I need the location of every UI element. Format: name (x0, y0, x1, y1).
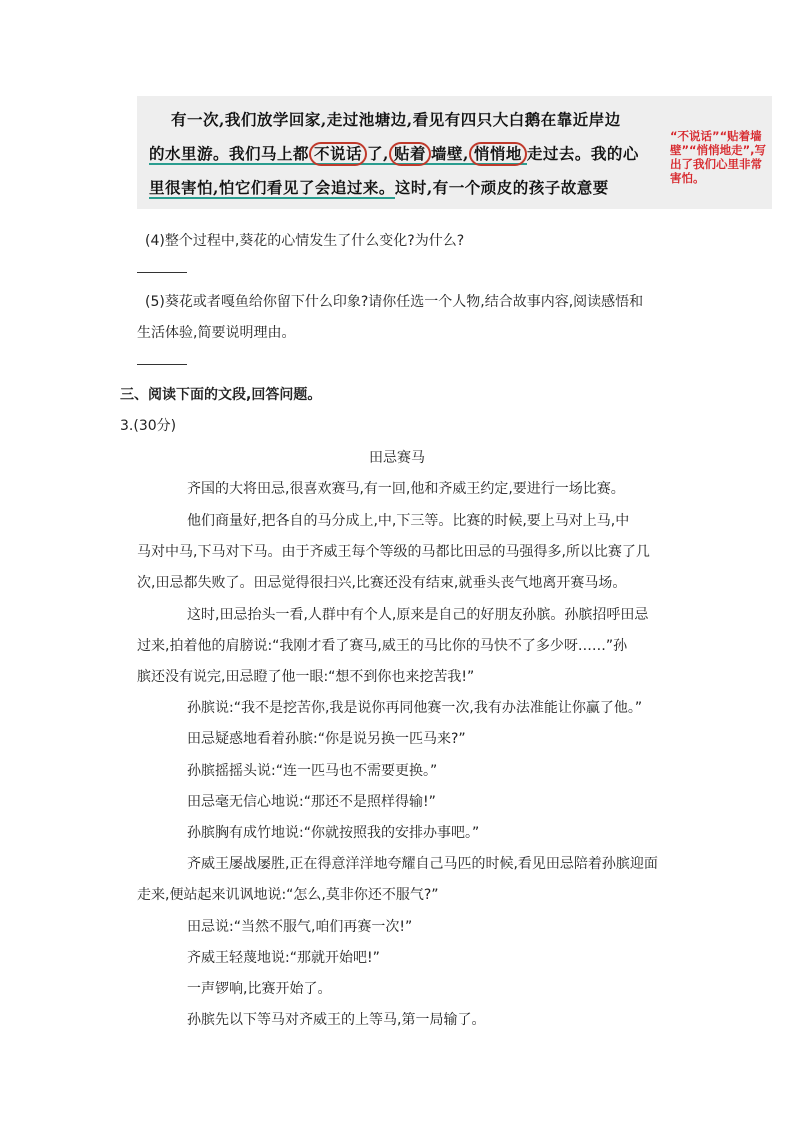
passage-line: 膑还没有说完,田忌瞪了他一眼:“想不到你也来挖苦我!” (137, 669, 475, 685)
question-5-line-2: 生活体验,简要说明理由。 (137, 325, 296, 341)
passage-line: 田忌说:“当然不服气,咱们再赛一次!” (187, 919, 413, 935)
excerpt-image (137, 96, 772, 209)
section-heading: 三、阅读下面的文段,回答问题。 (120, 387, 322, 403)
passage-line: 田忌疑惑地看着孙膑:“你是说另换一匹马来?” (187, 731, 466, 747)
passage-line: 次,田忌都失败了。田忌觉得很扫兴,比赛还没有结束,就垂头丧气地离开赛马场。 (137, 575, 627, 591)
passage-line: 孙膑说:“我不是挖苦你,我是说你再同他赛一次,我有办法准能让你赢了他。” (187, 700, 643, 716)
underlined-phrase: 的水里游。我们马上都 不说话 了, 贴着 墙壁, 悄悄地 (149, 144, 527, 165)
answer-blank-5[interactable] (137, 364, 187, 365)
passage-line: 马对中马,下马对下马。由于齐威王每个等级的马都比田忌的马强得多,所以比赛了几 (137, 544, 650, 560)
excerpt-line-3: 里很害怕,怕它们看见了会追过来。这时,有一个顽皮的孩子故意要 (149, 178, 609, 197)
question-number: 3.(30分) (120, 418, 177, 434)
passage-line: 一声锣响,比赛开始了。 (187, 981, 332, 997)
circled-word-1: 不说话 (309, 142, 367, 166)
circled-word-2: 贴着 (389, 142, 431, 166)
excerpt-line-1: 有一次,我们放学回家,走过池塘边,看见有四只大白鹅在靠近岸边 (171, 110, 621, 129)
passage-line: 过来,拍着他的肩膀说:“我刚才看了赛马,威王的马比你的马快不了多少呀……”孙 (137, 638, 628, 654)
passage-title: 田忌赛马 (369, 450, 425, 466)
excerpt-line-2: 的水里游。我们马上都 不说话 了, 贴着 墙壁, 悄悄地 走过去。我的心 (149, 142, 639, 166)
passage-line: 这时,田忌抬头一看,人群中有个人,原来是自己的好朋友孙膑。孙膑招呼田忌 (187, 607, 649, 623)
question-4: (4)整个过程中,葵花的心情发生了什么变化?为什么? (145, 233, 465, 249)
passage-line: 孙膑先以下等马对齐威王的上等马,第一局输了。 (187, 1012, 486, 1028)
passage-line: 孙膑胸有成竹地说:“你就按照我的安排办事吧。” (187, 825, 480, 841)
annotation-note: “不说话”“贴着墙壁”“悄悄地走”,写出了我们心里非常害怕。 (670, 129, 767, 185)
answer-blank-4[interactable] (137, 272, 187, 273)
passage-line: 走来,便站起来讥讽地说:“怎么,莫非你还不服气?” (137, 887, 439, 903)
passage-line: 孙膑摇摇头说:“连一匹马也不需要更换。” (187, 763, 438, 779)
passage-line: 田忌毫无信心地说:“那还不是照样得输!” (187, 794, 436, 810)
passage-line: 他们商量好,把各自的马分成上,中,下三等。比赛的时候,要上马对上马,中 (187, 513, 630, 529)
passage-line: 齐威王屡战屡胜,正在得意洋洋地夸耀自己马匹的时候,看见田忌陪着孙膑迎面 (187, 856, 658, 872)
passage-line: 齐威王轻蔑地说:“那就开始吧!” (187, 950, 380, 966)
circled-word-3: 悄悄地 (469, 142, 527, 166)
passage-line: 齐国的大将田忌,很喜欢赛马,有一回,他和齐威王约定,要进行一场比赛。 (187, 481, 625, 497)
underlined-phrase-2: 里很害怕,怕它们看见了会追过来。 (149, 178, 395, 197)
question-5-line-1: (5)葵花或者嘎鱼给你留下什么印象?请你任选一个人物,结合故事内容,阅读感悟和 (145, 294, 644, 310)
